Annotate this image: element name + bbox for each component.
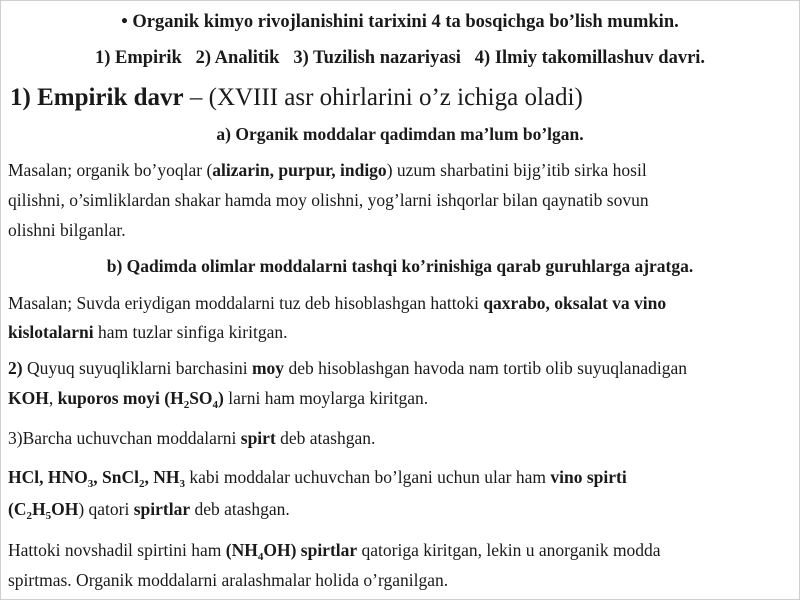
para5-l2-mid: ) qatori (78, 499, 134, 519)
ethanol-c: (C (8, 499, 27, 519)
kuporos-text: kuporos moyi (H (57, 388, 184, 408)
para4-text-c: deb atashgan. (275, 428, 376, 448)
para1-text-c: ) uzum sharbatini bijg’itib sirka hosil (386, 160, 647, 180)
para3-comma: , (48, 388, 58, 408)
sub-2: 2 (183, 399, 190, 411)
para2-text-a: Masalan; Suvda eriydigan moddalarni tuz deb hisoblashgan hattoki (8, 293, 484, 313)
subheading-a: a) Organik moddalar qadimdan ma’lum bo’lgan. (216, 124, 584, 144)
subheading-b: b) Qadimda olimlar moddalarni tashqi ko’rinishiga qarab guruhlarga ajratga. (106, 256, 694, 276)
para6-line2: spirtmas. Organik moddalarni aralashmalar holida o’rganilgan. (8, 570, 449, 590)
section-heading (10, 84, 792, 112)
para3-oil: moy (251, 358, 285, 378)
para3-line1 (8, 358, 792, 379)
para6-text-c: qatoriga kiritgan, lekin u anorganik modda (357, 540, 661, 560)
sub-3: 3 (87, 478, 94, 490)
heading-bold: 1) Empirik davr (10, 84, 184, 111)
intro-line (8, 12, 792, 33)
so-text: SO (189, 388, 213, 408)
close-paren: ) (218, 388, 224, 408)
sub-4b: 4 (257, 551, 264, 563)
sub-3b: 3 (179, 478, 185, 490)
heading-rest: – (XVIII asr ohirlarini o’z ichiga oladi) (183, 84, 583, 111)
para5-l2-end: deb atashgan. (190, 499, 290, 519)
para6-text-a: Hattoki novshadil spirtini ham (8, 540, 226, 560)
para1-line2: qilishni, o’simliklardan shakar hamda moy olishni, yog’larni ishqorlar bilan qaynatib sovun (8, 190, 649, 210)
stage-2: 2) Analitik (195, 48, 280, 68)
para1-line3: olishni bilganlar. (8, 220, 126, 240)
para3-text-a: Quyuq suyuqliklarni barchasini (22, 358, 252, 378)
para2-acids: qaxrabo, oksalat va vino (483, 293, 667, 313)
para1-line1 (8, 160, 792, 181)
sub-2b: 2 (138, 478, 145, 490)
formula-sncl: , SnCl (93, 467, 139, 487)
para5-vino-spirti: vino spirti (550, 467, 627, 487)
para4-line (8, 428, 792, 449)
para5-spirtlar: spirtlar (133, 499, 191, 519)
formula-hcl-hno: HCl, HNO (8, 467, 88, 487)
para5-line2 (8, 499, 792, 520)
para3-line2 (8, 388, 792, 409)
stages-line (8, 48, 792, 69)
ethanol-h: H (31, 499, 46, 519)
para3-text-c: deb hisoblashgan havoda nam tortib olib suyuqlanadigan (284, 358, 687, 378)
para3-rest: larni ham moylarga kiritgan. (223, 388, 429, 408)
formula-nh: , NH (144, 467, 180, 487)
sub-h5: 5 (45, 510, 52, 522)
intro-text: Organik kimyo rivojlanishini tarixini 4 ta bosqichga bo’lish mumkin. (132, 12, 679, 32)
para4-text-a: 3)Barcha uchuvchan moddalarni (8, 428, 241, 448)
formula-h2so4 (57, 388, 224, 411)
para5-mid: kabi moddalar uchuvchan bo’lgani uchun ular ham (184, 467, 551, 487)
sub-c2: 2 (26, 510, 32, 522)
oh-spirtlar: OH) spirtlar (263, 540, 358, 560)
para3-number: 2) (8, 358, 23, 378)
ethanol-oh: OH (51, 499, 79, 519)
stage-3: 3) Tuzilish nazariyasi (293, 48, 461, 68)
para2-acids-end: kislotalarni (8, 322, 94, 342)
nh4-text: (NH (225, 540, 258, 560)
stage-1: 1) Empirik (94, 48, 182, 68)
para6-line1 (8, 540, 792, 561)
para5-line1 (8, 467, 792, 488)
sub-4: 4 (212, 399, 219, 411)
formula-koh: KOH (8, 388, 49, 408)
formula-nh4oh (225, 540, 358, 563)
bullet-icon: • (121, 12, 128, 32)
formula-list (8, 467, 185, 490)
para2-line2 (8, 322, 792, 343)
para4-spirt: spirt (240, 428, 276, 448)
para1-dyes: alizarin, purpur, indigo (212, 160, 387, 180)
para1-text-a: Masalan; organik bo’yoqlar ( (8, 160, 213, 180)
para2-text-b: ham tuzlar sinfiga kiritgan. (93, 322, 288, 342)
stage-4: 4) Ilmiy takomillashuv davri. (474, 48, 706, 68)
para2-line1 (8, 293, 792, 314)
formula-ethanol (8, 499, 79, 522)
